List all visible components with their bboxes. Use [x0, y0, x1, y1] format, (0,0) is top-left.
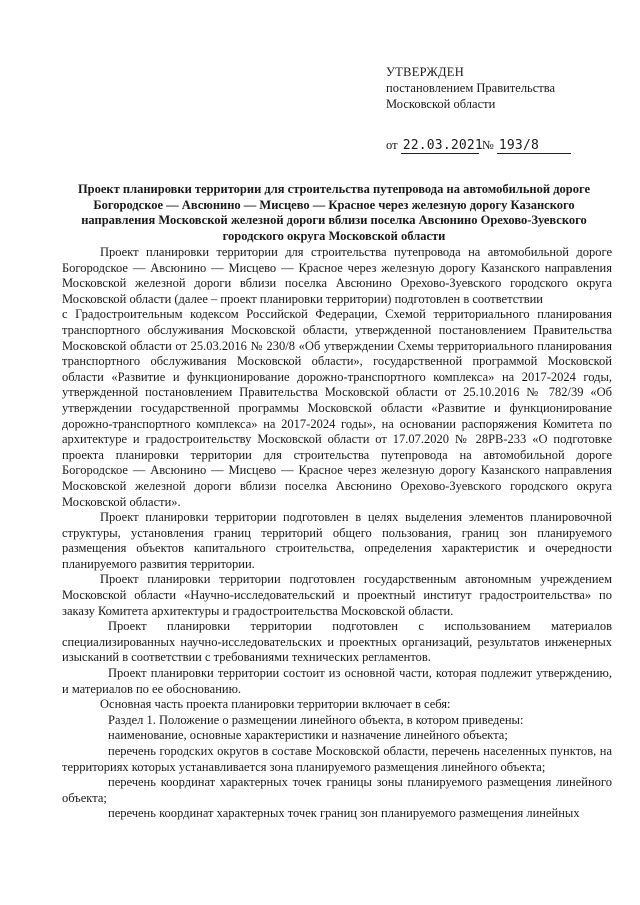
paragraph: с Градостроительным кодексом Российской Федерации, Схемой территориального планирования транспортного обслуживания Московской области, утвержденной постановлением Правительства Московской области от 25.03.2016 № 230/8 «Об утверждении Схемы территориального планирования транспортного обслуживания Московской области», государственной программой Московской области «Развитие и функционирование дорожно-транспортного комплекса» на 2017-2024 годы, утвержденной постановлением Правительства Московской области от 25.10.2016 № 782/39 «Об утверждении государственной программы Московской области «Развитие и функционирование дорожно-транспортного комплекса» на 2017-2024 годы», на основании распоряжения Комитета по архитектуре и градостроительству Московской области от 17.07.2020 № 28РВ-233 «О подготовке проекта планировки территории для строительства путепровода на автомобильной дороге Богородское — Авсюнино — Мисцево — Красное через железную дорогу Казанского направления Московской железной дороги вблизи поселка Авсюнино Орехово-Зуевского городского округа Московской области».	[62, 307, 612, 509]
approval-number: 193/8	[497, 139, 571, 154]
approval-date-line	[386, 138, 571, 154]
list-item: перечень координат характерных точек границ зон планируемого размещения линейных	[108, 806, 580, 821]
paragraph: Раздел 1. Положение о размещении линейного объекта, в котором приведены:	[108, 712, 524, 727]
approval-date: 22.03.2021	[402, 138, 483, 153]
paragraph: Проект планировки территории для строительства путепровода на автомобильной дороге Богородское — Авсюнино — Мисцево — Красное через железную дорогу Казанского направления Московской железной дороги вблизи поселка Авсюнино Орехово-Зуевского городского округа Московской области (далее – проект планировки территории) подготовлен в соответствии	[62, 245, 612, 306]
document-body	[62, 245, 612, 822]
paragraph: Проект планировки территории состоит из основной части, которая подлежит утверждению, и материалов по ее обоснованию.	[62, 666, 612, 696]
list-item: перечень координат характерных точек границы зоны планируемого размещения линейного объекта;	[62, 775, 612, 805]
approval-heading: УТВЕРЖДЕН	[386, 65, 465, 79]
approval-block	[386, 64, 555, 112]
from-label: от	[386, 138, 398, 152]
approval-line-1: постановлением Правительства	[386, 81, 556, 95]
list-item: перечень городских округов в составе Московской области, перечень населенных пунктов, на территориях которых устанавливается зона планируемого размещения линейного объекта;	[62, 744, 612, 774]
number-label: №	[481, 138, 494, 152]
list-item: наименование, основные характеристики и назначение линейного объекта;	[108, 728, 508, 743]
paragraph: Проект планировки территории подготовлен государственным автономным учреждением Московской области «Научно-исследовательский и проектный институт градостроительства» по заказу Комитета архитектуры и градостроительства Московской области.	[62, 572, 612, 618]
paragraph: Проект планировки территории подготовлен в целях выделения элементов планировочной структуры, установления границ территорий общего пользования, границ зон планируемого размещения объектов капитального строительства, определения характеристик и очередности планируемого развития территории.	[62, 510, 612, 571]
paragraph: Основная часть проекта планировки территории включает в себя:	[100, 697, 451, 712]
document-title: Проект планировки территории для строительства путепровода на автомобильной дороге Богородское — Авсюнино — Мисцево — Красное через железную дорогу Казанского направления Московской железной дороги вблизи поселка Авсюнино Орехово-Зуевского городского округа Московской области	[77, 182, 591, 243]
approval-line-2: Московской области	[386, 97, 496, 111]
paragraph: Проект планировки территории подготовлен с использованием материалов специализированных научно-исследовательских и проектных организаций, результатов инженерных изысканий в соответствии с требованиями технических регламентов.	[62, 619, 612, 665]
